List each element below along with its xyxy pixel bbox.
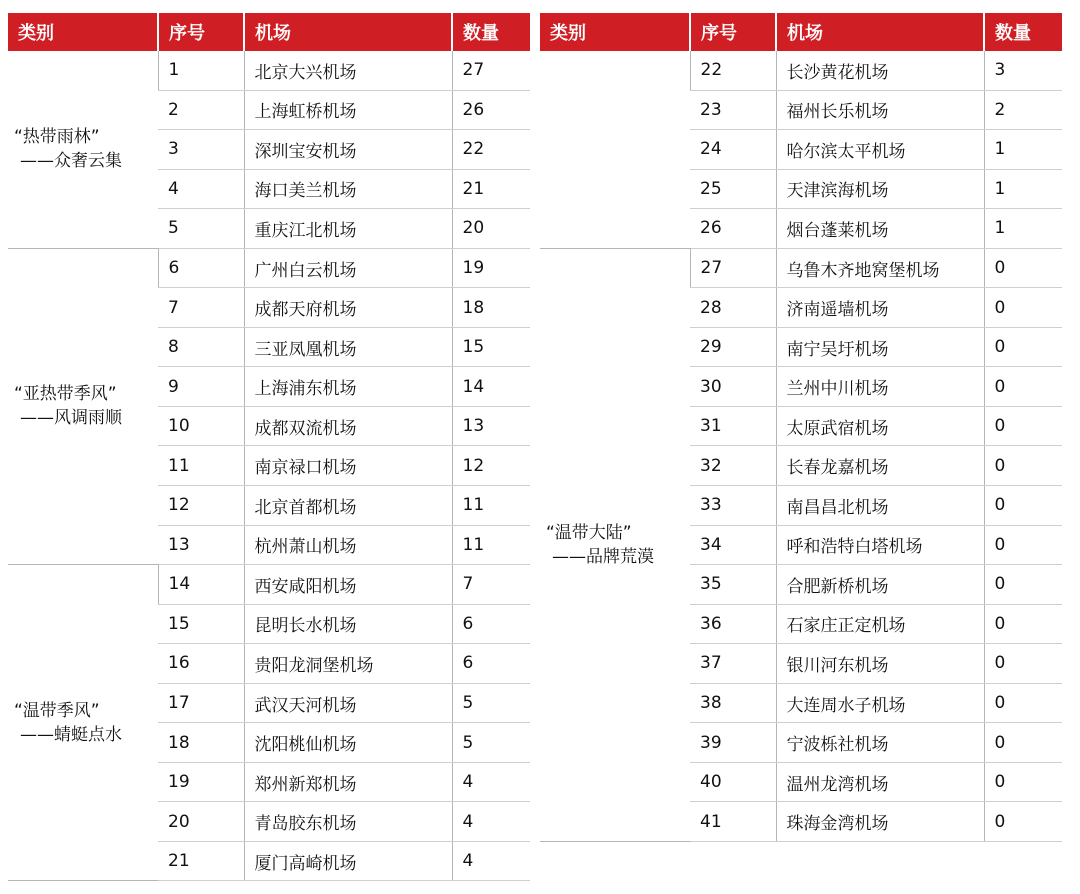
row-number: 26 — [690, 209, 776, 249]
row-number: 27 — [690, 248, 776, 288]
row-number: 8 — [158, 327, 244, 367]
category-name: “亚热带季风” — [14, 384, 117, 405]
category-subtitle: ——蜻蜓点水 — [20, 724, 122, 745]
airport-count: 0 — [984, 525, 1062, 565]
airport-name: 南宁吴圩机场 — [776, 327, 984, 367]
row-number: 36 — [690, 604, 776, 644]
right-table-panel — [540, 13, 1062, 842]
row-number: 38 — [690, 683, 776, 723]
row-number: 40 — [690, 762, 776, 802]
category-subtitle: ——风调雨顺 — [20, 408, 122, 429]
airport-name: 上海虹桥机场 — [244, 90, 452, 130]
airport-count: 0 — [984, 406, 1062, 446]
airport-name: 沈阳桃仙机场 — [244, 723, 452, 763]
row-number: 11 — [158, 446, 244, 486]
airport-count: 21 — [452, 169, 530, 209]
airport-count: 1 — [984, 209, 1062, 249]
table-body — [540, 51, 1062, 841]
row-number: 21 — [158, 841, 244, 881]
table-body — [8, 51, 530, 881]
row-number: 12 — [158, 486, 244, 526]
airport-name: 长沙黄花机场 — [776, 51, 984, 90]
row-number: 4 — [158, 169, 244, 209]
row-number: 19 — [158, 762, 244, 802]
airport-name: 大连周水子机场 — [776, 683, 984, 723]
row-number: 13 — [158, 525, 244, 565]
row-number: 39 — [690, 723, 776, 763]
airport-name: 成都双流机场 — [244, 406, 452, 446]
airport-count: 1 — [984, 169, 1062, 209]
airport-count: 0 — [984, 367, 1062, 407]
row-number: 6 — [158, 248, 244, 288]
airport-name: 昆明长水机场 — [244, 604, 452, 644]
airport-name: 银川河东机场 — [776, 644, 984, 684]
airport-count: 0 — [984, 486, 1062, 526]
airport-count: 7 — [452, 565, 530, 605]
header-category: 类别 — [8, 13, 158, 51]
airport-name: 郑州新郑机场 — [244, 762, 452, 802]
airport-name: 珠海金湾机场 — [776, 802, 984, 842]
airport-name: 长春龙嘉机场 — [776, 446, 984, 486]
airport-name: 温州龙湾机场 — [776, 762, 984, 802]
row-number: 29 — [690, 327, 776, 367]
row-number: 25 — [690, 169, 776, 209]
airport-name: 青岛胶东机场 — [244, 802, 452, 842]
row-number: 31 — [690, 406, 776, 446]
airport-count: 19 — [452, 248, 530, 288]
airport-count: 5 — [452, 723, 530, 763]
airport-count: 14 — [452, 367, 530, 407]
row-number: 17 — [158, 683, 244, 723]
airport-name: 石家庄正定机场 — [776, 604, 984, 644]
airport-name: 重庆江北机场 — [244, 209, 452, 249]
category-cell — [8, 565, 158, 881]
row-number: 7 — [158, 288, 244, 328]
row-number: 41 — [690, 802, 776, 842]
table-row — [8, 248, 530, 288]
airport-name: 北京大兴机场 — [244, 51, 452, 90]
airport-name: 呼和浩特白塔机场 — [776, 525, 984, 565]
table-row — [8, 565, 530, 605]
airport-name: 上海浦东机场 — [244, 367, 452, 407]
airport-name: 杭州萧山机场 — [244, 525, 452, 565]
row-number: 37 — [690, 644, 776, 684]
airport-count: 0 — [984, 446, 1062, 486]
airport-count: 0 — [984, 802, 1062, 842]
row-number: 34 — [690, 525, 776, 565]
row-number: 33 — [690, 486, 776, 526]
header-number: 序号 — [158, 13, 244, 51]
airport-count: 11 — [452, 525, 530, 565]
airport-count: 1 — [984, 130, 1062, 170]
table-header-row — [8, 13, 530, 51]
airport-name: 海口美兰机场 — [244, 169, 452, 209]
category-name: “温带季风” — [14, 700, 100, 721]
header-count: 数量 — [984, 13, 1062, 51]
airport-count: 0 — [984, 288, 1062, 328]
header-number: 序号 — [690, 13, 776, 51]
airport-count: 0 — [984, 248, 1062, 288]
airport-name: 哈尔滨太平机场 — [776, 130, 984, 170]
row-number: 9 — [158, 367, 244, 407]
airport-name: 深圳宝安机场 — [244, 130, 452, 170]
airport-name: 厦门高崎机场 — [244, 841, 452, 881]
airport-count: 0 — [984, 683, 1062, 723]
airport-count: 6 — [452, 604, 530, 644]
row-number: 24 — [690, 130, 776, 170]
airport-count: 26 — [452, 90, 530, 130]
category-name: “热带雨林” — [14, 127, 100, 148]
row-number: 20 — [158, 802, 244, 842]
airport-count: 0 — [984, 565, 1062, 605]
airport-count: 0 — [984, 604, 1062, 644]
airport-count: 6 — [452, 644, 530, 684]
row-number: 5 — [158, 209, 244, 249]
airport-count: 18 — [452, 288, 530, 328]
airport-count: 22 — [452, 130, 530, 170]
airport-name: 南昌昌北机场 — [776, 486, 984, 526]
airport-name: 济南遥墙机场 — [776, 288, 984, 328]
airport-count: 15 — [452, 327, 530, 367]
airport-count: 27 — [452, 51, 530, 90]
row-number: 3 — [158, 130, 244, 170]
airport-count: 0 — [984, 723, 1062, 763]
row-number: 30 — [690, 367, 776, 407]
category-subtitle: ——众奢云集 — [20, 151, 122, 172]
airport-name: 太原武宿机场 — [776, 406, 984, 446]
airport-count: 20 — [452, 209, 530, 249]
airport-name: 合肥新桥机场 — [776, 565, 984, 605]
table-row — [540, 51, 1062, 90]
airport-table-right — [540, 13, 1062, 842]
airport-count: 0 — [984, 327, 1062, 367]
airport-name: 乌鲁木齐地窝堡机场 — [776, 248, 984, 288]
row-number: 16 — [158, 644, 244, 684]
airport-count: 2 — [984, 90, 1062, 130]
airport-count: 11 — [452, 486, 530, 526]
row-number: 2 — [158, 90, 244, 130]
category-cell — [540, 248, 690, 841]
header-count: 数量 — [452, 13, 530, 51]
airport-count: 5 — [452, 683, 530, 723]
airport-name: 成都天府机场 — [244, 288, 452, 328]
airport-name: 北京首都机场 — [244, 486, 452, 526]
airport-table-left — [8, 13, 530, 881]
row-number: 23 — [690, 90, 776, 130]
table-row — [8, 51, 530, 90]
airport-count: 4 — [452, 802, 530, 842]
airport-count: 0 — [984, 644, 1062, 684]
row-number: 32 — [690, 446, 776, 486]
category-cell — [540, 51, 690, 248]
airport-count: 13 — [452, 406, 530, 446]
row-number: 18 — [158, 723, 244, 763]
airport-count: 4 — [452, 841, 530, 881]
airport-name: 广州白云机场 — [244, 248, 452, 288]
airport-count: 3 — [984, 51, 1062, 90]
header-airport: 机场 — [244, 13, 452, 51]
header-category: 类别 — [540, 13, 690, 51]
category-cell — [8, 51, 158, 248]
airport-name: 福州长乐机场 — [776, 90, 984, 130]
row-number: 28 — [690, 288, 776, 328]
category-name: “温带大陆” — [546, 522, 632, 543]
row-number: 10 — [158, 406, 244, 446]
row-number: 35 — [690, 565, 776, 605]
row-number: 15 — [158, 604, 244, 644]
airport-count: 4 — [452, 762, 530, 802]
row-number: 22 — [690, 51, 776, 90]
airport-name: 南京禄口机场 — [244, 446, 452, 486]
category-subtitle: ——品牌荒漠 — [552, 546, 654, 567]
airport-count: 12 — [452, 446, 530, 486]
row-number: 1 — [158, 51, 244, 90]
airport-name: 宁波栎社机场 — [776, 723, 984, 763]
airport-name: 三亚凤凰机场 — [244, 327, 452, 367]
airport-name: 烟台蓬莱机场 — [776, 209, 984, 249]
airport-name: 贵阳龙洞堡机场 — [244, 644, 452, 684]
airport-name: 天津滨海机场 — [776, 169, 984, 209]
table-header-row — [540, 13, 1062, 51]
header-airport: 机场 — [776, 13, 984, 51]
airport-name: 西安咸阳机场 — [244, 565, 452, 605]
airport-name: 武汉天河机场 — [244, 683, 452, 723]
table-row — [540, 248, 1062, 288]
left-table-panel — [8, 13, 530, 881]
airport-name: 兰州中川机场 — [776, 367, 984, 407]
airport-count: 0 — [984, 762, 1062, 802]
category-cell — [8, 248, 158, 564]
row-number: 14 — [158, 565, 244, 605]
